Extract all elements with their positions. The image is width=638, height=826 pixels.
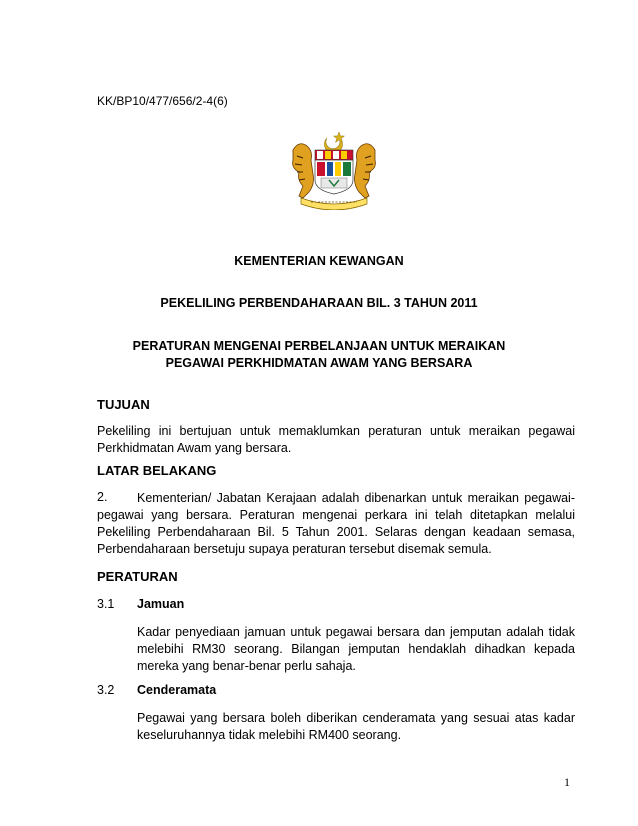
subject-line-2: PEGAWAI PERKHIDMATAN AWAM YANG BERSARA: [165, 356, 473, 370]
ministry-name: KEMENTERIAN KEWANGAN: [234, 254, 404, 268]
item-title-cenderamata: Cenderamata: [137, 683, 217, 697]
malaysia-coat-of-arms-icon: [283, 128, 385, 210]
paragraph-number-2: 2.: [97, 490, 108, 504]
subject-line-1: PERATURAN MENGENAI PERBELANJAAN UNTUK MERAIKAN: [132, 339, 506, 353]
circular-title: PEKELILING PERBENDAHARAAN BIL. 3 TAHUN 2011: [160, 296, 478, 310]
section-heading-latar-belakang: LATAR BELAKANG: [97, 463, 217, 478]
item-number-3-1: 3.1: [97, 597, 115, 611]
latar-belakang-paragraph: Kementerian/ Jabatan Kerajaan adalah dibenarkan untuk meraikan pegawai-pegawai yang bersara. Peraturan mengenai perkara ini telah ditetapkan melalui Pekeliling Perbendaharaan Bil. 5 Tahun 2001. Selaras dengan keadaan semasa, Perbendaharaan bersetuju supaya peraturan tersebut disemak semula.: [97, 491, 575, 556]
jamuan-paragraph: Kadar penyediaan jamuan untuk pegawai bersara dan jemputan adalah tidak melebihi RM30 seorang. Bilangan jemputan hendaklah dihadkan kepada mereka yang benar-benar perlu sahaja.: [137, 625, 575, 673]
item-number-3-2: 3.2: [97, 683, 115, 697]
section-heading-tujuan: TUJUAN: [97, 397, 150, 412]
tujuan-paragraph: Pekeliling ini bertujuan untuk memaklumkan peraturan untuk meraikan pegawai Perkhidmatan Awam yang bersara.: [97, 424, 575, 455]
item-title-jamuan: Jamuan: [137, 597, 185, 611]
page-number: 1: [564, 775, 570, 789]
reference-number: KK/BP10/477/656/2-4(6): [97, 94, 228, 108]
section-heading-peraturan: PERATURAN: [97, 569, 178, 584]
cenderamata-paragraph: Pegawai yang bersara boleh diberikan cenderamata yang sesuai atas kadar keseluruhannya tidak melebihi RM400 seorang.: [137, 711, 575, 742]
